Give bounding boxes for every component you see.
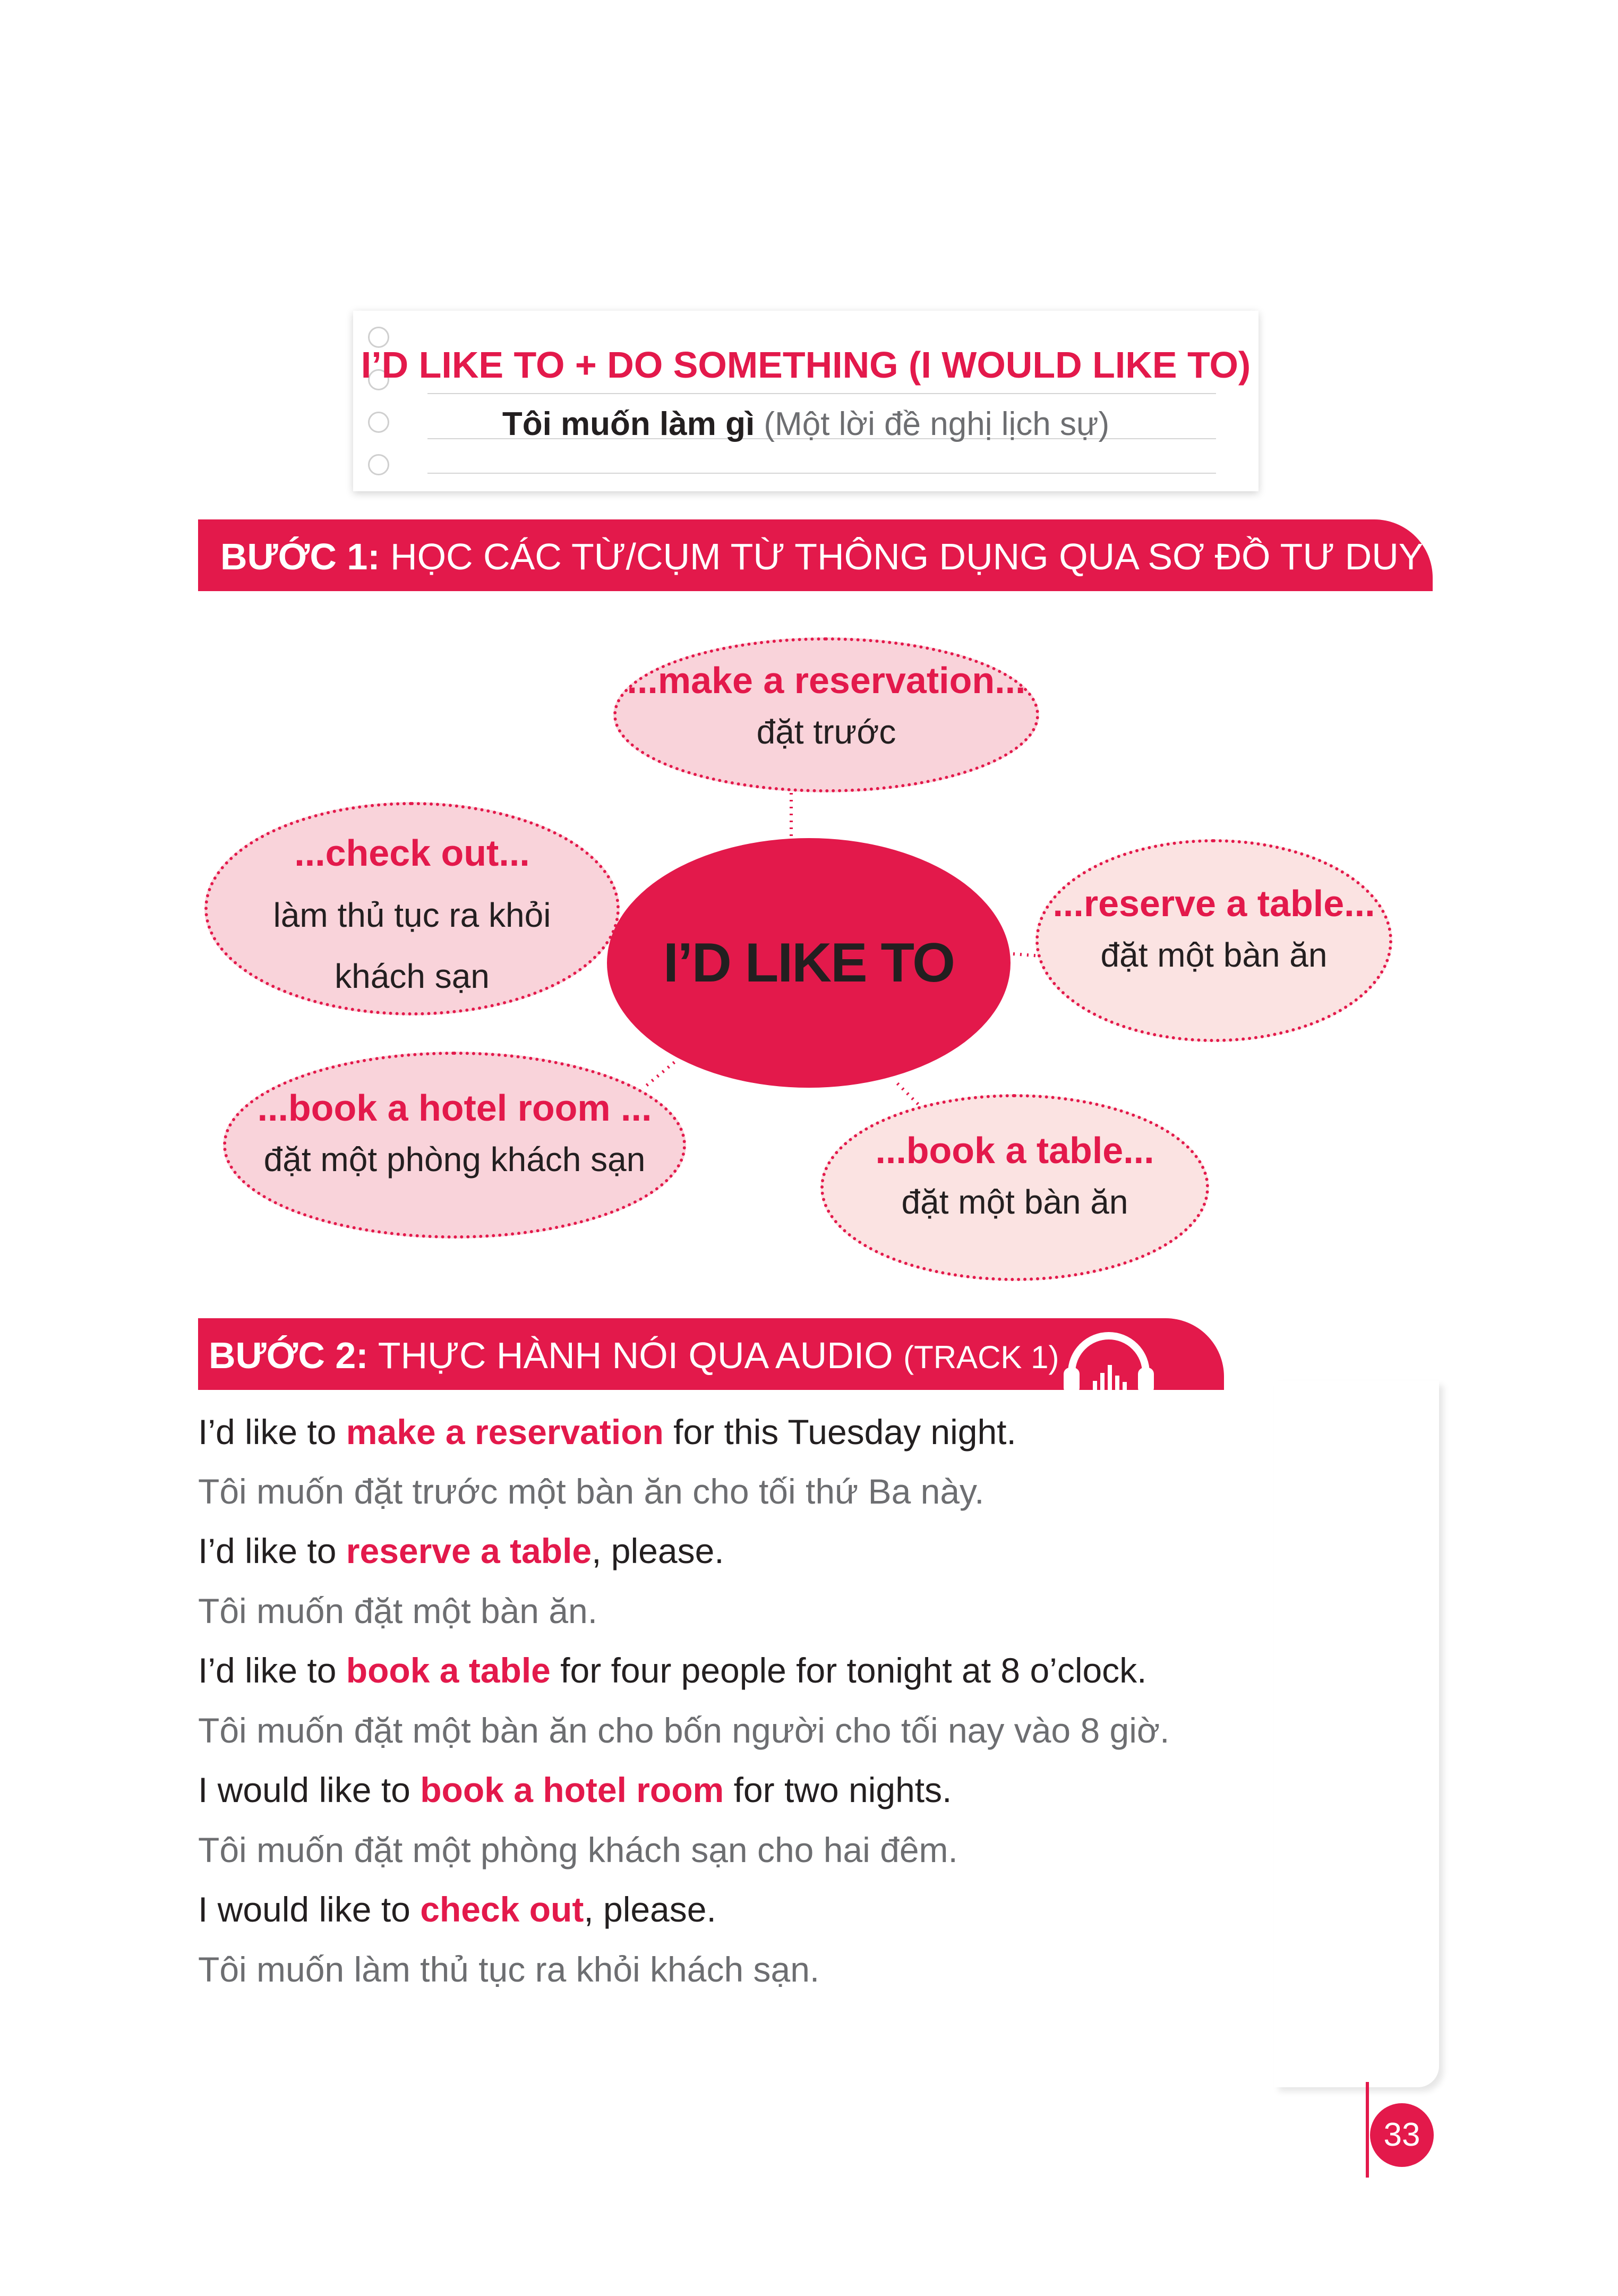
bubble-en: ...check out... xyxy=(294,832,530,874)
step2-label: BƯỚC 2: xyxy=(209,1335,369,1376)
page-marker-line xyxy=(1366,2082,1369,2178)
sentence-en: I’d like to reserve a table, please. xyxy=(198,1531,724,1571)
step1-text: HỌC CÁC TỪ/CỤM TỪ THÔNG DỤNG QUA SƠ ĐỒ TƯ DUY xyxy=(380,536,1424,577)
sentence-en: I would like to check out, please. xyxy=(198,1890,716,1929)
sentence-en: I’d like to make a reservation for this Tuesday night. xyxy=(198,1412,1016,1452)
bubble-vi: đặt một bàn ăn xyxy=(901,1183,1128,1221)
pattern-title: I’D LIKE TO + DO SOMETHING (I WOULD LIKE TO) xyxy=(361,344,1251,386)
bubble-vi: đặt trước xyxy=(756,713,896,751)
headphones-icon[interactable] xyxy=(1056,1322,1162,1394)
sentence-vi: Tôi muốn làm thủ tục ra khỏi khách sạn. xyxy=(198,1950,820,1989)
center-node xyxy=(607,838,1011,1088)
bubble-en: ...reserve a table... xyxy=(1052,883,1375,924)
practice-panel xyxy=(1274,1381,1439,2087)
page-number: 33 xyxy=(1370,2103,1434,2167)
bubble-vi: đặt một bàn ăn xyxy=(1100,936,1328,974)
step1-label: BƯỚC 1: xyxy=(220,536,380,577)
sentence-vi: Tôi muốn đặt một phòng khách sạn cho hai đêm. xyxy=(198,1830,958,1870)
bubble-vi: làm thủ tục ra khỏi khách sạn xyxy=(273,896,551,995)
bubble-reserve-table xyxy=(1035,839,1392,1042)
center-label: I’D LIKE TO xyxy=(663,932,955,994)
bubble-en: ...make a reservation... xyxy=(627,660,1026,701)
sentence-vi: Tôi muốn đặt một bàn ăn. xyxy=(198,1591,598,1631)
sentence-en: I would like to book a hotel room for two nights. xyxy=(198,1770,952,1810)
subtitle-bold: Tôi muốn làm gì xyxy=(502,406,755,442)
bubble-make-reservation xyxy=(613,637,1039,792)
track-label: (TRACK 1) xyxy=(903,1339,1059,1375)
bubble-en: ...book a hotel room ... xyxy=(257,1087,652,1129)
sentence-vi: Tôi muốn đặt một bàn ăn cho bốn người cho tối nay vào 8 giờ. xyxy=(198,1711,1170,1750)
subtitle-rest: (Một lời đề nghị lịch sự) xyxy=(755,406,1110,442)
bubble-check-out xyxy=(204,802,620,1015)
step2-banner xyxy=(198,1318,1224,1390)
bubble-book-table xyxy=(820,1094,1209,1281)
sentence-vi: Tôi muốn đặt trước một bàn ăn cho tối thứ Ba này. xyxy=(198,1472,985,1511)
step2-text: THỰC HÀNH NÓI QUA AUDIO xyxy=(368,1335,904,1376)
bubble-en: ...book a table... xyxy=(875,1130,1154,1171)
bubble-vi: đặt một phòng khách sạn xyxy=(263,1140,646,1179)
sentence-en: I’d like to book a table for four people for tonight at 8 o’clock. xyxy=(198,1651,1147,1690)
